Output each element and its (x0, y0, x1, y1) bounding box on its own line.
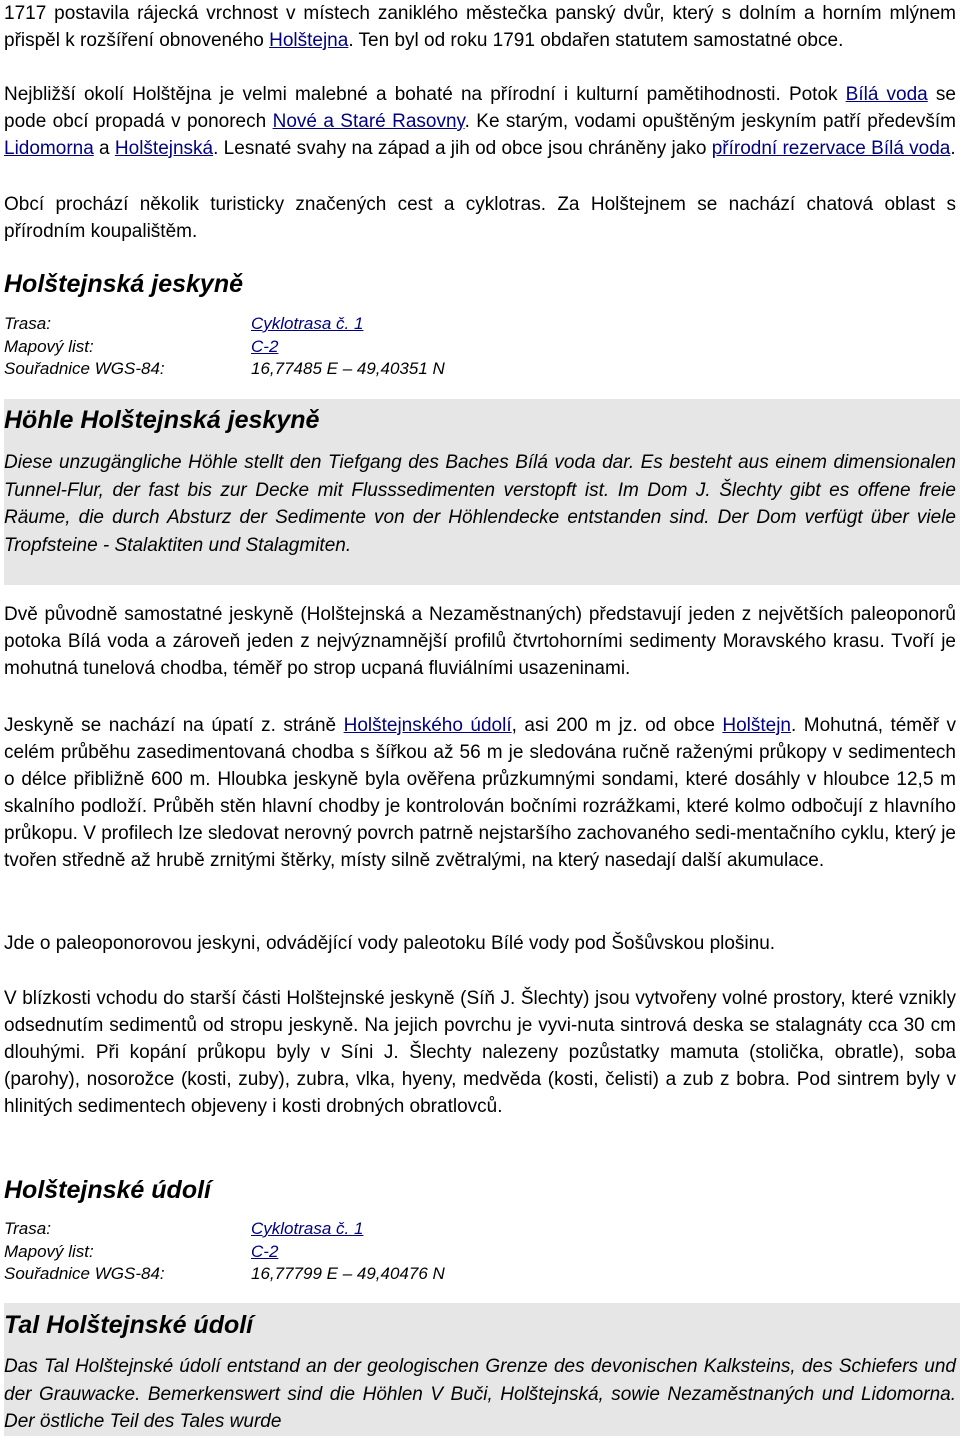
german-section-title: Höhle Holštejnská jeskyně (4, 406, 320, 434)
coordinates-value: 16,77485 E – 49,40351 N (251, 359, 445, 378)
german-summary-text: Das Tal Holštejnské údolí entstand an der geologischen Grenze des devonischen Kalksteins, des Schiefers und der Grauwacke. Bemerkenswert sind die Höhlen V Buči, Holštejnská, sowie Nezaměstnaných und Lidomorna. Der östliche Teil des Tales wurde (4, 1356, 956, 1432)
text: Nejbližší okolí Holštějna je velmi malebné a bohaté na přírodní i kulturní pamětihodnosti. Potok (4, 84, 846, 105)
intro-paragraph-1 (4, 0, 956, 54)
link-holstejn[interactable]: Holštejn (722, 715, 792, 736)
meta-label: Souřadnice WGS-84: (4, 1264, 165, 1283)
text: Jeskyně se nachází na úpatí z. stráně (4, 715, 344, 736)
text: a (93, 138, 115, 159)
section1-paragraph-1: Dvě původně samostatné jeskyně (Holštejnská a Nezaměstnaných) představují jeden z největších paleoponorů potoka Bílá voda a zároveň jeden z nejvýznamnější profilů čtvrtohorními sedimenty Moravského krasu. Tvoří je mohutná tunelová chodba, téměř po strop ucpaná fluviálními usazeninami. (4, 604, 956, 679)
intro-paragraph-2 (4, 81, 956, 162)
section1-paragraph-4: V blízkosti vchodu do starší části Holštejnské jeskyně (Síň J. Šlechty) jsou vytvořeny volné prostory, které vznikly odsednutím sedimentů od stropu jeskyně. Na jejich povrchu je vyvi-nuta sintrová deska se stalagnáty cca 30 cm dlouhými. Při kopání průkopu byly v Síni J. Šlechty nalezeny pozůstatky mamuta (stolička, obratle), soba (parohy), nosorožce (kosti, zuby), zubra, vlka, hyeny, medvěda (kosti, čelisti) a zub z bobra. Pod sintrem byly v hlinitých sedimentech objeveny i kosti drobných obratlovců. (4, 988, 956, 1117)
meta-label: Mapový list: (4, 336, 94, 356)
text: Obcí prochází několik turisticky značených cest a cyklotras. Za Holštejnem se nachází chatová oblast s přírodním koupalištěm. (4, 194, 956, 242)
text: 1717 postavila rájecká vrchnost v místech zaniklého městečka panský dvůr, který s dolním a horním mlýnem přispěl k rozšíření obnoveného (4, 3, 956, 51)
link-prirodni-rezervace[interactable]: přírodní rezervace Bílá voda (711, 138, 951, 159)
german-summary-text: Diese unzugängliche Höhle stellt den Tiefgang des Baches Bílá voda dar. Es besteht aus einem dimensionalen Tunnel-Flur, der fast bis zur Decke mit Flusssedimenten verstopft ist. Im Dom J. Šlechty gibt es offene freie Räume, die durch Absturz der Sedimente von der Höhlendecke entstanden sind. Der Dom verfügt über viele Tropfsteine - Stalaktiten und Stalagmiten. (4, 452, 956, 556)
text: . Ke starým, vodami opuštěným jeskyním patří především (464, 111, 957, 132)
meta-row-souradnice (4, 1263, 445, 1286)
section1-meta (4, 313, 445, 381)
link-holstejnska[interactable]: Holštejnská (114, 138, 214, 159)
link-bila-voda[interactable]: Bílá voda (845, 84, 928, 105)
meta-row-mapovy-list (4, 336, 445, 359)
german-summary-block (4, 399, 960, 585)
text: , asi 200 m jz. od obce (511, 715, 723, 736)
text: se pode obcí propadá v ponorech (4, 84, 956, 132)
link-lidomorna[interactable]: Lidomorna (4, 138, 94, 159)
text: . Mohutná, téměř v celém průběhu zasedimentovaná chodba s šířkou až 56 m je sledována ručně raženými průkopy v sedimentech o délce přibližně 600 m. Hloubka jeskyně byla ověřena průzkumnými sondami, které dosáhly v hloubce 12,5 m skalního podloží. Průběh stěn hlavní chodby je kontrolován bočními rozrážkami, které kolmo odbočují z hlavního průkopu. V profilech lze sledovat nerovný povrch patrně nejstaršího zachovaného sedi-mentačního cyklu, který je tvořen středně až hrubě zrnitými štěrky, místy silně zvětralými, na který nasedají další akumulace. (4, 715, 956, 871)
meta-row-souradnice (4, 358, 445, 381)
section-title-holstejnske-udoli: Holštejnské údolí (4, 1176, 211, 1204)
section1-paragraph-3: Jde o paleoponorovou jeskyni, odvádějící vody paleotoku Bílé vody pod Šošůvskou plošinu. (4, 933, 776, 954)
link-cyklotrasa[interactable]: Cyklotrasa č. 1 (251, 1219, 364, 1238)
meta-row-trasa (4, 313, 445, 336)
link-holstejnskeho-udoli[interactable]: Holštejnského údolí (343, 715, 512, 736)
link-mapovy-list[interactable]: C-2 (251, 336, 279, 356)
meta-label: Trasa: (4, 1219, 51, 1238)
intro-paragraph-3 (4, 191, 956, 245)
meta-label: Souřadnice WGS-84: (4, 359, 165, 378)
meta-row-mapovy-list (4, 1241, 445, 1264)
link-mapovy-list[interactable]: C-2 (251, 1241, 279, 1261)
coordinates-value: 16,77799 E – 49,40476 N (251, 1264, 445, 1283)
text: . Ten byl od roku 1791 obdařen statutem samostatné obce. (348, 30, 844, 51)
link-holstejna[interactable]: Holštejna (269, 30, 349, 51)
german-section-title: Tal Holštejnské údolí (4, 1311, 254, 1339)
text: . Lesnaté svahy na západ a jih od obce jsou chráněny jako (213, 138, 712, 159)
text: . (950, 138, 956, 159)
german-summary-block-2 (4, 1303, 960, 1436)
link-nove-a-stare-rasovny[interactable]: Nové a Staré Rasovny (272, 111, 465, 132)
link-cyklotrasa[interactable]: Cyklotrasa č. 1 (251, 314, 364, 333)
meta-row-trasa (4, 1218, 445, 1241)
meta-label: Trasa: (4, 314, 51, 333)
section-title-holstejnska-jeskyne: Holštejnská jeskyně (4, 270, 244, 298)
section1-paragraph-2 (4, 712, 956, 874)
meta-label: Mapový list: (4, 1241, 94, 1261)
section2-meta (4, 1218, 445, 1286)
